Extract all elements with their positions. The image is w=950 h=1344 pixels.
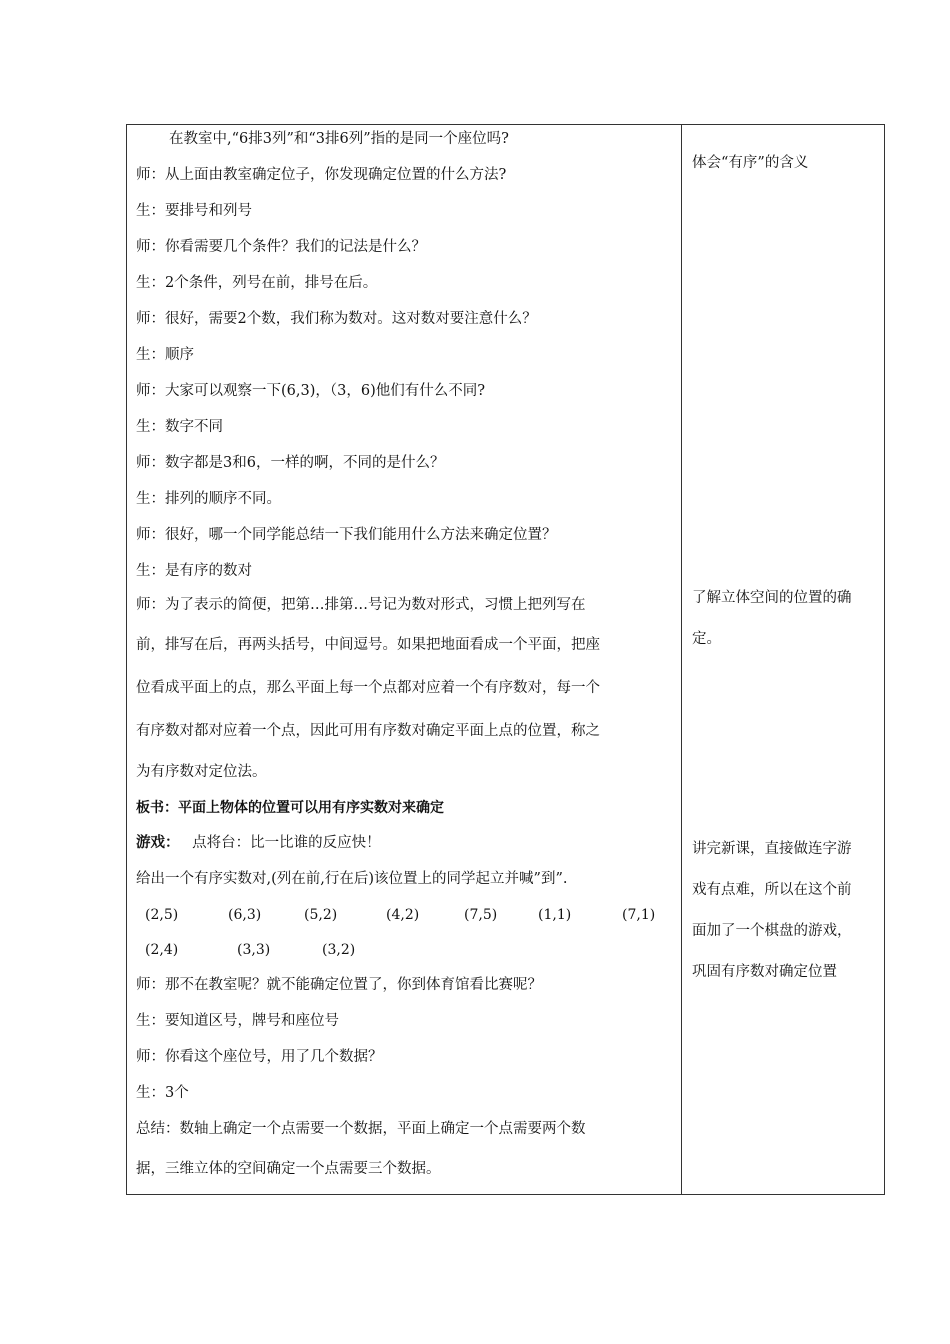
dialogue-line: 生：排列的顺序不同。	[136, 491, 281, 507]
dialogue-line: 生：要知道区号，牌号和座位号	[136, 1013, 339, 1029]
coordinate-pair: (2,5)	[145, 907, 179, 923]
game-instruction: 给出一个有序实数对,(列在前,行在后)该位置上的同学起立并喊”到”.	[136, 871, 568, 887]
side-note: 讲完新课，直接做连字游	[692, 841, 852, 857]
summary-line: 据，三维立体的空间确定一个点需要三个数据。	[136, 1161, 441, 1177]
dialogue-line: 生：顺序	[136, 347, 194, 363]
side-note: 定。	[692, 631, 721, 647]
dialogue-line: 生：2个条件，列号在前，排号在后。	[136, 275, 378, 291]
coordinate-pair: (7,1)	[622, 907, 656, 923]
coordinate-pair: (5,2)	[304, 907, 338, 923]
question-line: 在教室中,“6排3列”和“3排6列”指的是同一个座位吗?	[169, 131, 509, 147]
explanation-line: 位看成平面上的点，那么平面上每一个点都对应着一个有序数对，每一个	[136, 680, 600, 696]
coordinate-pair: (4,2)	[386, 907, 420, 923]
game-line	[136, 833, 381, 853]
dialogue-line: 师：数字都是3和6，一样的啊，不同的是什么？	[136, 455, 445, 471]
dialogue-line: 师：大家可以观察一下(6,3)，（3，6)他们有什么不同?	[136, 383, 486, 399]
coordinate-pair: (7,5)	[464, 907, 498, 923]
dialogue-line: 生：要排号和列号	[136, 203, 252, 219]
explanation-line: 师：为了表示的简便，把第…排第…号记为数对形式，习惯上把列写在	[136, 597, 586, 613]
coordinate-pair: (3,2)	[322, 942, 356, 958]
coordinate-pair: (6,3)	[228, 907, 262, 923]
side-note: 巩固有序数对确定位置	[692, 964, 837, 980]
coordinate-pair: (1,1)	[538, 907, 572, 923]
dialogue-line: 师：从上面由教室确定位子，你发现确定位置的什么方法?	[136, 167, 507, 183]
dialogue-line: 生：是有序的数对	[136, 563, 252, 579]
dialogue-line: 师：你看需要几个条件？我们的记法是什么？	[136, 239, 426, 255]
coordinate-pair: (2,4)	[145, 942, 179, 958]
dialogue-line: 师：很好，需要2个数，我们称为数对。这对数对要注意什么？	[136, 311, 537, 327]
explanation-line: 为有序数对定位法。	[136, 764, 267, 780]
explanation-line: 前，排写在后，再两头括号，中间逗号。如果把地面看成一个平面，把座	[136, 637, 600, 653]
explanation-line: 有序数对都对应着一个点，因此可用有序数对确定平面上点的位置，称之	[136, 723, 600, 739]
side-note: 面加了一个棋盘的游戏，	[692, 923, 852, 939]
side-note: 体会“有序”的含义	[692, 155, 809, 171]
dialogue-line: 师：那不在教室呢？就不能确定位置了，你到体育馆看比赛呢？	[136, 977, 542, 993]
coordinate-pair: (3,3)	[237, 942, 271, 958]
side-note: 了解立体空间的位置的确	[692, 590, 852, 606]
dialogue-line: 生：数字不同	[136, 419, 223, 435]
side-note: 戏有点难，所以在这个前	[692, 882, 852, 898]
dialogue-line: 生：3个	[136, 1085, 189, 1101]
board-summary: 板书：平面上物体的位置可以用有序实数对来确定	[136, 800, 444, 816]
lesson-table	[126, 124, 885, 1195]
game-label: 游戏：	[136, 835, 180, 851]
game-text: 点将台：比一比谁的反应快！	[192, 835, 381, 851]
dialogue-line: 师：你看这个座位号，用了几个数据？	[136, 1049, 383, 1065]
column-divider	[681, 125, 682, 1194]
summary-line: 总结：数轴上确定一个点需要一个数据，平面上确定一个点需要两个数	[136, 1121, 586, 1137]
dialogue-line: 师：很好，哪一个同学能总结一下我们能用什么方法来确定位置？	[136, 527, 557, 543]
